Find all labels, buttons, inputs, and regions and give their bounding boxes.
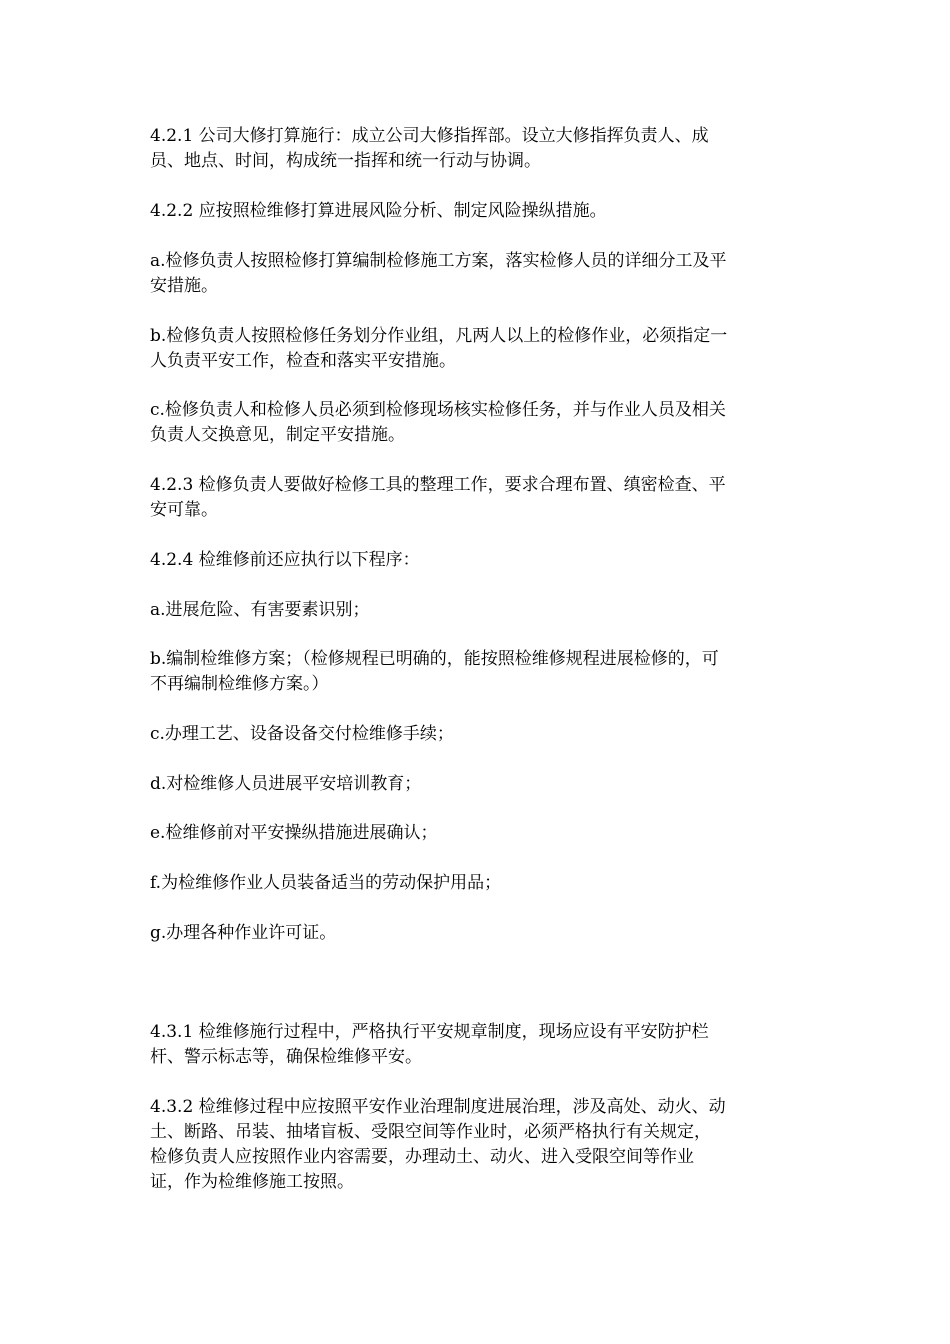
paragraph-item-g-2: g.办理各种作业许可证。	[150, 923, 337, 943]
paragraph-item-f-2: f.为检维修作业人员装备适当的劳动保护用品；	[150, 873, 502, 893]
paragraph-item-b-1: b.检修负责人按照检修任务划分作业组，凡两人以上的检修作业，必须指定一 人负责平安工作，检查和落实平安措施。	[150, 326, 728, 371]
paragraph-4-2-1: 4.2.1 公司大修打算施行：成立公司大修指挥部。设立大修指挥负责人、成 员、地点、时间，构成统一指挥和统一行动与协调。	[150, 126, 709, 171]
paragraph-item-c-2: c.办理工艺、设备设备交付检维修手续；	[150, 724, 454, 744]
paragraph-item-b-2: b.编制检维修方案；（检修规程已明确的，能按照检维修规程进展检修的，可 不再编制检维修方案。）	[150, 649, 719, 694]
paragraph-item-d-2: d.对检维修人员进展平安培训教育；	[150, 774, 422, 794]
paragraph-4-3-1: 4.3.1 检维修施行过程中，严格执行平安规章制度，现场应设有平安防护栏 杆、警示标志等，确保检维修平安。	[150, 1022, 709, 1067]
paragraph-4-2-3: 4.2.3 检修负责人要做好检修工具的整理工作，要求合理布置、缜密检查、平 安可靠。	[150, 475, 726, 520]
paragraph-item-a-1: a.检修负责人按照检修打算编制检修施工方案，落实检修人员的详细分工及平 安措施。	[150, 251, 727, 296]
paragraph-item-e-2: e.检维修前对平安操纵措施进展确认；	[150, 823, 438, 843]
paragraph-item-c-1: c.检修负责人和检修人员必须到检修现场核实检修任务，并与作业人员及相关 负责人交换意见，制定平安措施。	[150, 400, 726, 445]
paragraph-4-3-2: 4.3.2 检维修过程中应按照平安作业治理制度进展治理，涉及高处、动火、动 土、断路、吊装、抽堵盲板、受限空间等作业时，必须严格执行有关规定， 检修负责人应按照作业内容需要，办理动土、动火、进入受限空间等作业 证，作为检维修施工按照。	[150, 1097, 726, 1192]
paragraph-4-2-2: 4.2.2 应按照检维修打算进展风险分析、制定风险操纵措施。	[150, 201, 607, 221]
paragraph-item-a-2: a.进展危险、有害要素识别；	[150, 600, 370, 620]
paragraph-4-2-4: 4.2.4 检维修前还应执行以下程序：	[150, 550, 420, 570]
